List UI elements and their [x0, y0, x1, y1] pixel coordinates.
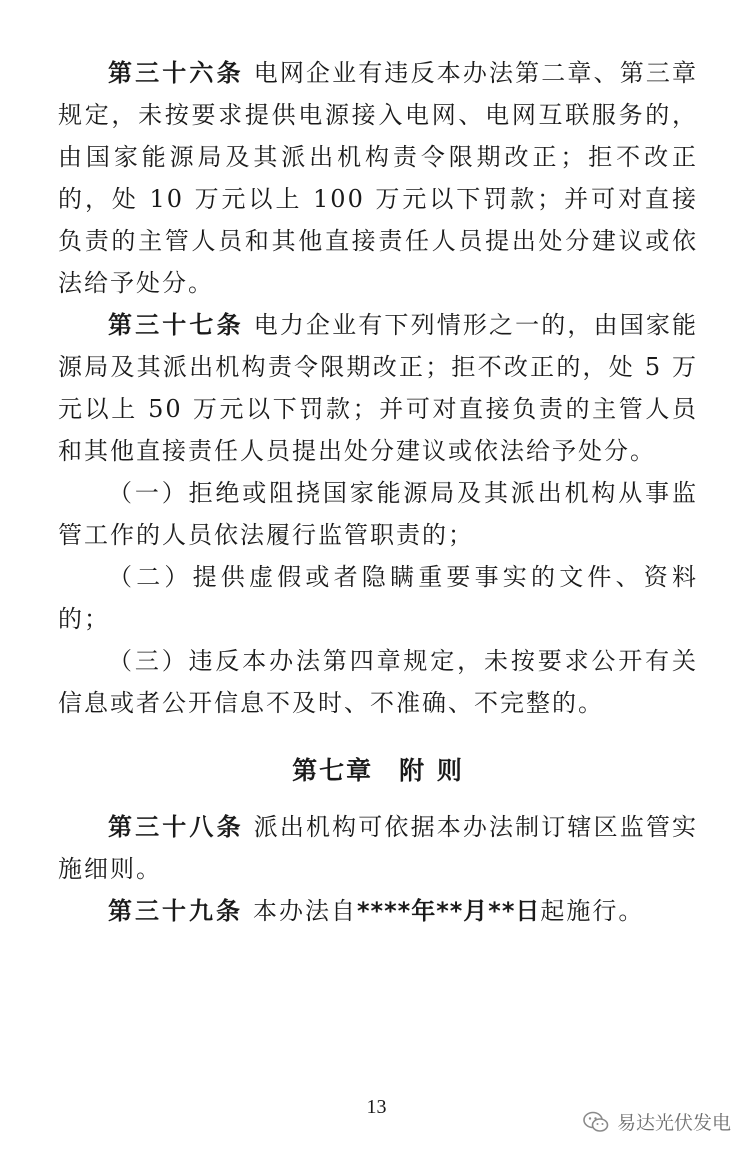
- article-36: [58, 52, 698, 304]
- list-item-3: （三）违反本办法第四章规定，未按要求公开有关信息或者公开信息不及时、不准确、不完整的。: [58, 647, 698, 717]
- article-label: 第三十七条: [108, 310, 244, 339]
- chapter-title: 附 则: [399, 756, 464, 785]
- chapter-number: 第七章: [292, 756, 374, 785]
- article-text-after: 起施行。: [540, 897, 645, 925]
- list-item-2: （二）提供虚假或者隐瞒重要事实的文件、资料的；: [58, 563, 698, 633]
- article-text: 派出机构可依据本办法制订辖区监管实施细则。: [58, 813, 699, 883]
- article-37: [58, 304, 698, 472]
- effective-date: ****年**月**日: [357, 897, 541, 925]
- watermark-text: 易达光伏发电: [616, 1112, 731, 1134]
- page-number: 13: [366, 1096, 387, 1118]
- list-item-1: （一）拒绝或阻挠国家能源局及其派出机构从事监管工作的人员依法履行监管职责的；: [58, 479, 698, 549]
- document-page: [58, 52, 698, 932]
- wechat-icon: [583, 1111, 609, 1133]
- article-text: 电网企业有违反本办法第二章、第三章规定，未按要求提供电源接入电网、电网互联服务的，由国家能源局及其派出机构责令限期改正；拒不改正的，处 10 万元以上 100 万元以下罚款；并可对直接负责的主管人员和其他直接责任人员提出处分建议或依法给予处分。: [58, 59, 699, 297]
- article-text-before: 本办法自: [253, 897, 357, 925]
- article-label: 第三十九条: [108, 896, 243, 925]
- article-39: [58, 890, 698, 932]
- article-label: 第三十六条: [108, 58, 244, 87]
- article-text: 电力企业有下列情形之一的，由国家能源局及其派出机构责令限期改正；拒不改正的，处 5 万元以上 50 万元以下罚款；并可对直接负责的主管人员和其他直接责任人员提出处分建议或依法给予处分。: [58, 311, 699, 465]
- article-label: 第三十八条: [108, 812, 244, 841]
- watermark: [583, 1108, 731, 1135]
- chapter-heading: [58, 750, 698, 792]
- article-38: [58, 806, 698, 890]
